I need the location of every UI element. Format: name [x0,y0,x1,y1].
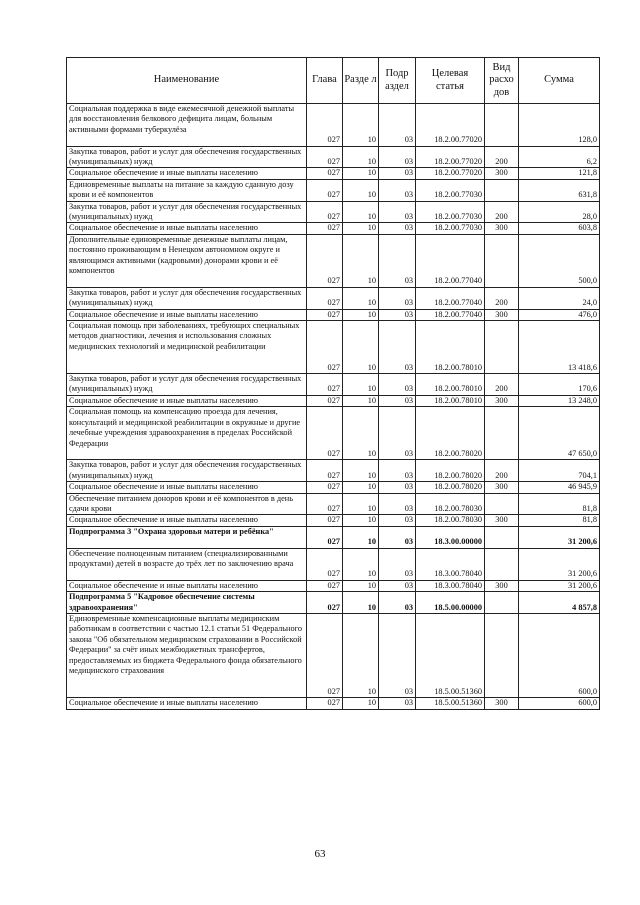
row-subsection: 03 [379,592,416,614]
row-target-article: 18.2.00.77040 [416,287,485,309]
row-section: 10 [343,613,379,697]
row-subsection: 03 [379,201,416,223]
row-subsection: 03 [379,613,416,697]
page-number: 63 [314,848,326,860]
row-chapter: 027 [307,287,343,309]
row-name: Подпрограмма 3 "Охрана здоровья матери и ребёнка" [67,526,307,548]
row-chapter: 027 [307,374,343,396]
row-target-article: 18.2.00.77020 [416,168,485,179]
row-target-article: 18.3.00.00000 [416,526,485,548]
row-chapter: 027 [307,179,343,201]
row-subsection: 03 [379,526,416,548]
row-expense-type: 300 [485,309,519,320]
budget-table [66,57,600,710]
row-section: 10 [343,580,379,591]
row-target-article: 18.2.00.77040 [416,234,485,287]
header-expense-type: Вид расхо дов [485,58,519,104]
row-name: Дополнительные единовременные денежные выплаты лицам, постоянно проживающим в Ненецком автономном округе и являющимся активными (кадровыми) донорами крови и её компонентов [67,234,307,287]
row-chapter: 027 [307,482,343,493]
row-target-article: 18.2.00.78020 [416,407,485,460]
row-section: 10 [343,482,379,493]
row-section: 10 [343,698,379,709]
row-sum: 31 200,6 [519,548,600,580]
row-subsection: 03 [379,580,416,591]
row-target-article: 18.2.00.77030 [416,223,485,234]
row-name: Социальное обеспечение и иные выплаты населению [67,168,307,179]
row-target-article: 18.2.00.78020 [416,460,485,482]
row-expense-type: 300 [485,580,519,591]
table-row [67,493,600,515]
row-name: Социальное обеспечение и иные выплаты населению [67,309,307,320]
row-section: 10 [343,309,379,320]
row-section: 10 [343,287,379,309]
table-row [67,592,600,614]
row-chapter: 027 [307,592,343,614]
row-expense-type: 200 [485,460,519,482]
row-section: 10 [343,234,379,287]
row-sum: 31 200,6 [519,526,600,548]
row-chapter: 027 [307,698,343,709]
row-expense-type [485,104,519,147]
row-name: Социальное обеспечение и иные выплаты населению [67,580,307,591]
row-name: Социальное обеспечение и иные выплаты населению [67,223,307,234]
row-expense-type: 200 [485,201,519,223]
row-name: Социальное обеспечение и иные выплаты населению [67,395,307,406]
row-chapter: 027 [307,580,343,591]
table-row [67,548,600,580]
row-target-article: 18.2.00.78010 [416,321,485,374]
header-section: Разде л [343,58,379,104]
row-section: 10 [343,321,379,374]
row-chapter: 027 [307,613,343,697]
row-section: 10 [343,548,379,580]
table-row [67,698,600,709]
row-sum: 81,8 [519,493,600,515]
row-name: Социальная поддержка в виде ежемесячной денежной выплаты для восстановления белкового дефицита лицам, больным активными формами туберкулёза [67,104,307,147]
row-expense-type: 300 [485,515,519,526]
row-target-article: 18.2.00.78030 [416,515,485,526]
row-subsection: 03 [379,515,416,526]
table-row [67,287,600,309]
row-subsection: 03 [379,548,416,580]
row-subsection: 03 [379,698,416,709]
row-subsection: 03 [379,179,416,201]
row-target-article: 18.2.00.77020 [416,146,485,168]
table-row [67,407,600,460]
row-name: Закупка товаров, работ и услуг для обеспечения государственных (муниципальных) нужд [67,201,307,223]
row-name: Социальное обеспечение и иные выплаты населению [67,482,307,493]
table-row [67,613,600,697]
row-name: Обеспечение полноценным питанием (специализированными продуктами) детей в возрасте до трёх лет по заключению врача [67,548,307,580]
row-sum: 600,0 [519,698,600,709]
row-subsection: 03 [379,234,416,287]
header-name: Наименование [67,58,307,104]
row-subsection: 03 [379,104,416,147]
table-row [67,526,600,548]
row-chapter: 027 [307,234,343,287]
row-expense-type [485,592,519,614]
row-target-article: 18.3.00.78040 [416,548,485,580]
row-chapter: 027 [307,104,343,147]
row-sum: 704,1 [519,460,600,482]
row-subsection: 03 [379,321,416,374]
row-subsection: 03 [379,168,416,179]
row-name: Закупка товаров, работ и услуг для обеспечения государственных (муниципальных) нужд [67,460,307,482]
row-expense-type [485,526,519,548]
row-expense-type: 300 [485,482,519,493]
row-name: Закупка товаров, работ и услуг для обеспечения государственных (муниципальных) нужд [67,374,307,396]
row-chapter: 027 [307,395,343,406]
row-chapter: 027 [307,493,343,515]
row-expense-type: 200 [485,287,519,309]
row-subsection: 03 [379,309,416,320]
table-header-row [67,58,600,104]
row-sum: 476,0 [519,309,600,320]
row-target-article: 18.2.00.77030 [416,201,485,223]
row-subsection: 03 [379,407,416,460]
row-section: 10 [343,460,379,482]
row-section: 10 [343,515,379,526]
row-name: Социальная помощь при заболеваниях, требующих специальных методов диагностики, лечения и использования сложных медицинских технологий и медицинской реабилитации [67,321,307,374]
row-expense-type [485,179,519,201]
row-chapter: 027 [307,515,343,526]
row-sum: 13 418,6 [519,321,600,374]
row-sum: 603,8 [519,223,600,234]
row-section: 10 [343,407,379,460]
row-target-article: 18.2.00.77020 [416,104,485,147]
row-chapter: 027 [307,168,343,179]
row-chapter: 027 [307,309,343,320]
table-row [67,179,600,201]
row-target-article: 18.2.00.78030 [416,493,485,515]
row-subsection: 03 [379,395,416,406]
row-sum: 121,8 [519,168,600,179]
table-row [67,395,600,406]
table-row [67,104,600,147]
row-sum: 4 857,8 [519,592,600,614]
table-row [67,374,600,396]
row-target-article: 18.2.00.77040 [416,309,485,320]
row-expense-type: 200 [485,374,519,396]
row-expense-type [485,407,519,460]
row-name: Закупка товаров, работ и услуг для обеспечения государственных (муниципальных) нужд [67,287,307,309]
table-row [67,321,600,374]
row-target-article: 18.2.00.78010 [416,374,485,396]
table-row [67,168,600,179]
header-subsection: Подр аздел [379,58,416,104]
row-sum: 47 650,0 [519,407,600,460]
row-sum: 24,0 [519,287,600,309]
row-subsection: 03 [379,287,416,309]
table-row [67,482,600,493]
row-subsection: 03 [379,493,416,515]
row-sum: 46 945,9 [519,482,600,493]
row-target-article: 18.5.00.51360 [416,613,485,697]
row-subsection: 03 [379,146,416,168]
row-expense-type [485,548,519,580]
row-name: Подпрограмма 5 "Кадровое обеспечение системы здравоохранения" [67,592,307,614]
row-name: Обеспечение питанием доноров крови и её компонентов в день сдачи крови [67,493,307,515]
table-row [67,146,600,168]
row-name: Единовременные компенсационные выплаты медицинским работникам в соответствии с частью 12.1 статьи 51 Федерального закона "Об обязательном медицинском страховании в Российской Федерации" за счёт иных межбюджетных трансфертов, предоставляемых из бюджета Федерального фонда обязательного медицинского страхования [67,613,307,697]
row-sum: 31 200,6 [519,580,600,591]
row-name: Закупка товаров, работ и услуг для обеспечения государственных (муниципальных) нужд [67,146,307,168]
header-target-article: Целевая статья [416,58,485,104]
table-row [67,223,600,234]
row-sum: 6,2 [519,146,600,168]
row-expense-type [485,321,519,374]
row-target-article: 18.2.00.77030 [416,179,485,201]
row-subsection: 03 [379,374,416,396]
row-sum: 500,0 [519,234,600,287]
table-row [67,201,600,223]
row-name: Единовременные выплаты на питание за каждую сданную дозу крови и её компонентов [67,179,307,201]
row-target-article: 18.5.00.51360 [416,698,485,709]
row-expense-type [485,493,519,515]
row-chapter: 027 [307,526,343,548]
row-expense-type: 300 [485,168,519,179]
row-expense-type [485,613,519,697]
row-section: 10 [343,201,379,223]
row-section: 10 [343,493,379,515]
row-chapter: 027 [307,407,343,460]
row-sum: 631,8 [519,179,600,201]
table-row [67,515,600,526]
row-name: Социальная помощь на компенсацию проезда для лечения, консультаций и медицинской реабилитации в окружные и другие лечебные учреждения здравоохранения в пределах Российской Федерации [67,407,307,460]
row-target-article: 18.2.00.78010 [416,395,485,406]
table-row [67,309,600,320]
row-section: 10 [343,395,379,406]
row-expense-type [485,234,519,287]
row-section: 10 [343,592,379,614]
row-subsection: 03 [379,482,416,493]
table-row [67,460,600,482]
row-section: 10 [343,146,379,168]
row-chapter: 027 [307,460,343,482]
row-chapter: 027 [307,223,343,234]
row-expense-type: 300 [485,698,519,709]
row-section: 10 [343,168,379,179]
row-sum: 28,0 [519,201,600,223]
row-expense-type: 300 [485,395,519,406]
row-expense-type: 300 [485,223,519,234]
row-section: 10 [343,374,379,396]
table-row [67,234,600,287]
row-section: 10 [343,223,379,234]
row-chapter: 027 [307,548,343,580]
row-expense-type: 200 [485,146,519,168]
row-section: 10 [343,526,379,548]
row-sum: 170,6 [519,374,600,396]
row-section: 10 [343,179,379,201]
row-sum: 13 248,0 [519,395,600,406]
header-sum: Сумма [519,58,600,104]
row-sum: 81,8 [519,515,600,526]
row-target-article: 18.3.00.78040 [416,580,485,591]
row-sum: 128,0 [519,104,600,147]
row-target-article: 18.5.00.00000 [416,592,485,614]
row-chapter: 027 [307,146,343,168]
row-section: 10 [343,104,379,147]
row-subsection: 03 [379,223,416,234]
row-target-article: 18.2.00.78020 [416,482,485,493]
row-name: Социальное обеспечение и иные выплаты населению [67,515,307,526]
row-sum: 600,0 [519,613,600,697]
row-name: Социальное обеспечение и иные выплаты населению [67,698,307,709]
header-chapter: Глава [307,58,343,104]
row-chapter: 027 [307,201,343,223]
table-row [67,580,600,591]
row-chapter: 027 [307,321,343,374]
row-subsection: 03 [379,460,416,482]
